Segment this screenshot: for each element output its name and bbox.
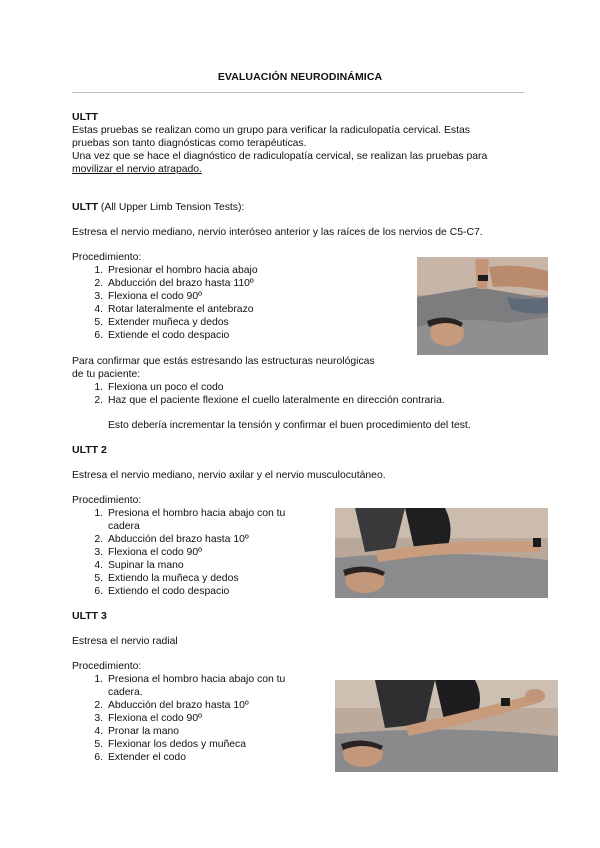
ultt2-photo	[335, 508, 548, 598]
ultt1-steps	[72, 264, 392, 342]
list-item: 4. Rotar lateralmente el antebrazo	[94, 304, 254, 315]
list-item: 6. Extiende el codo despacio	[94, 330, 230, 341]
ultt3-steps	[72, 673, 308, 764]
ultt2-heading: ULTT 2	[72, 444, 107, 456]
list-item: 2. Abducción del brazo hasta 10º	[94, 700, 249, 711]
page-title: EVALUACIÓN NEURODINÁMICA	[217, 71, 383, 83]
list-item: 5. Extender muñeca y dedos	[94, 317, 229, 328]
list-item: 3. Flexiona el codo 90º	[94, 547, 202, 558]
list-item: 4. Supinar la mano	[94, 560, 184, 571]
intro-line-4: movilizar el nervio atrapado.	[72, 164, 202, 175]
ultt3-procedure-label: Procedimiento:	[72, 661, 142, 672]
intro-heading: ULTT	[72, 111, 99, 123]
list-item: 5. Extiendo la muñeca y dedos	[94, 573, 239, 584]
title-divider	[72, 92, 524, 93]
list-item: 6. Extender el codo	[94, 752, 186, 763]
ultt1-procedure-label: Procedimiento:	[72, 252, 142, 263]
ultt1-confirm-line-2: de tu paciente:	[72, 369, 141, 380]
intro-line-3: Una vez que se hace el diagnóstico de radiculopatía cervical, se realizan las pruebas para	[72, 151, 488, 162]
ultt1-heading-line	[72, 201, 244, 214]
list-item: 2. Haz que el paciente flexione el cuello lateralmente en dirección contraria.	[94, 395, 445, 406]
ultt3-photo	[335, 680, 558, 772]
ultt2-description: Estresa el nervio mediano, nervio axilar y el nervio musculocutáneo.	[72, 470, 386, 481]
list-item: 5. Flexionar los dedos y muñeca	[94, 739, 247, 750]
list-item: 3. Flexiona el codo 90º	[94, 713, 202, 724]
intro-line-2: pruebas son tanto diagnósticas como terapéuticas.	[72, 138, 307, 149]
list-item: 3. Flexiona el codo 90º	[94, 291, 202, 302]
ultt2-procedure-label: Procedimiento:	[72, 495, 142, 506]
ultt1-note: Esto debería incrementar la tensión y confirmar el buen procedimiento del test.	[108, 420, 471, 431]
list-item: 4. Pronar la mano	[94, 726, 180, 737]
list-item: 2. Abducción del brazo hasta 10º	[94, 534, 249, 545]
list-item: 1. Presiona el hombro hacia abajo con tu cadera.	[94, 674, 286, 698]
ultt3-heading: ULTT 3	[72, 610, 107, 622]
list-item: 1. Presiona el hombro hacia abajo con tu cadera	[94, 508, 286, 532]
ultt1-heading: ULTT	[72, 201, 99, 213]
ultt3-description: Estresa el nervio radial	[72, 636, 178, 647]
list-item: 1. Presionar el hombro hacia abajo	[94, 265, 258, 276]
ultt1-description: Estresa el nervio mediano, nervio interóseo anterior y las raíces de los nervios de C5-C7.	[72, 227, 483, 238]
list-item: 2. Abducción del brazo hasta 110º	[94, 278, 254, 289]
intro-line-1: Estas pruebas se realizan como un grupo para verificar la radiculopatía cervical. Estas	[72, 125, 470, 136]
list-item: 6. Extiendo el codo despacio	[94, 586, 230, 597]
intro-section	[72, 111, 487, 176]
ultt1-confirm-steps	[72, 381, 532, 407]
ultt1-heading-suffix: (All Upper Limb Tension Tests):	[98, 202, 245, 213]
ultt2-steps	[72, 507, 308, 598]
ultt1-confirm-line-1: Para confirmar que estás estresando las estructuras neurológicas	[72, 356, 375, 367]
list-item: 1. Flexiona un poco el codo	[94, 382, 224, 393]
ultt1-photo	[417, 257, 548, 355]
